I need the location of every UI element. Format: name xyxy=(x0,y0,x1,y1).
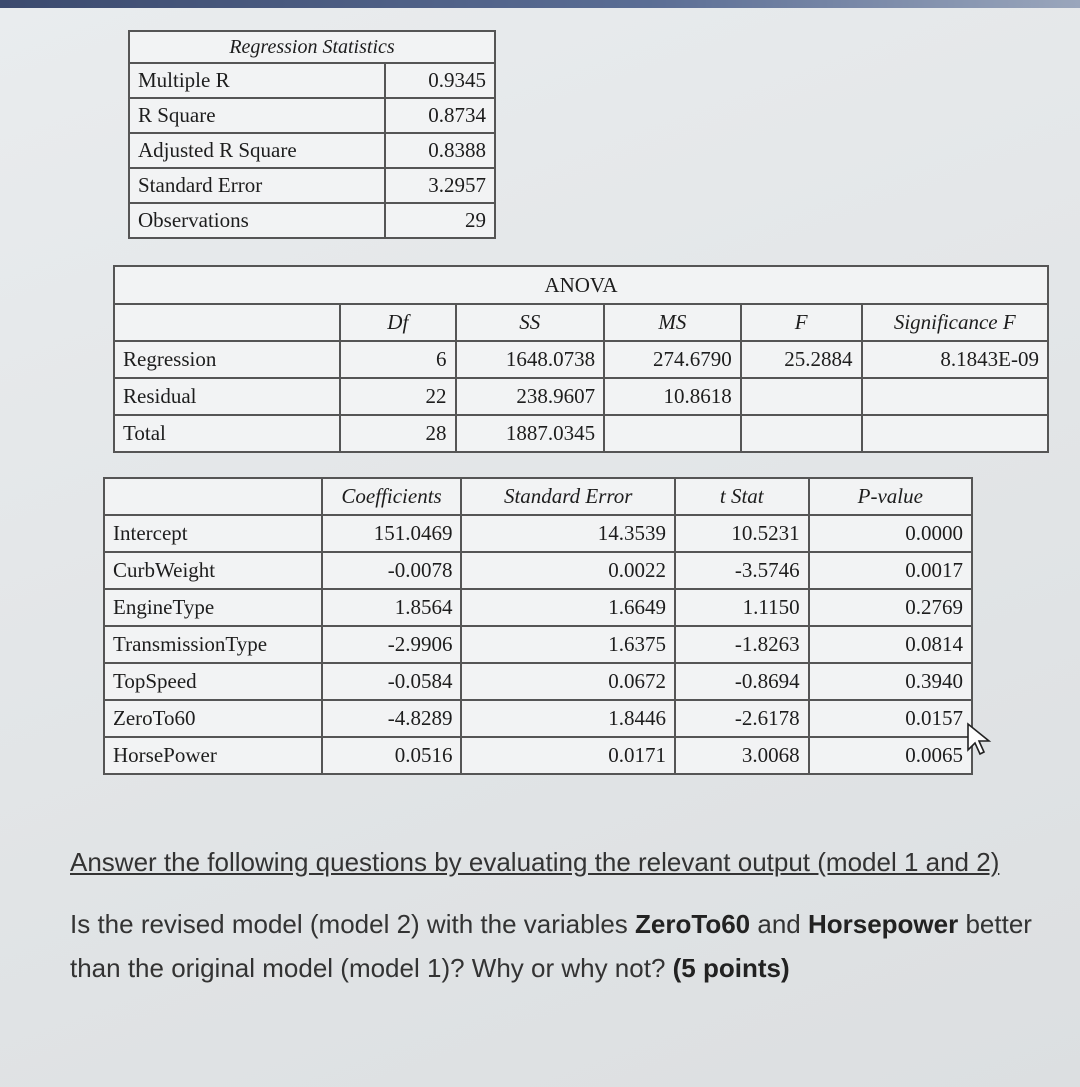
table-row xyxy=(129,133,495,168)
mouse-pointer-icon xyxy=(966,722,994,756)
standard-error-value: 1.8446 xyxy=(461,700,674,737)
question-points: (5 points) xyxy=(672,953,790,983)
stat-label: Standard Error xyxy=(129,168,385,203)
browser-top-bar xyxy=(0,0,1080,8)
question-section xyxy=(70,840,1070,990)
coefficients-table xyxy=(103,477,973,775)
table-row xyxy=(129,63,495,98)
table-row xyxy=(104,552,972,589)
f-value: 25.2884 xyxy=(741,341,862,378)
empty-cell xyxy=(114,304,340,341)
df-value: 22 xyxy=(340,378,455,415)
table-row xyxy=(104,515,972,552)
regression-statistics-table xyxy=(128,30,496,239)
ss-value: 1648.0738 xyxy=(456,341,605,378)
variable-name: Intercept xyxy=(104,515,322,552)
t-stat-value: 1.1150 xyxy=(675,589,809,626)
empty-cell xyxy=(741,378,862,415)
df-value: 28 xyxy=(340,415,455,452)
p-value: 0.3940 xyxy=(809,663,972,700)
variable-name: ZeroTo60 xyxy=(104,700,322,737)
table-row xyxy=(104,626,972,663)
t-stat-value: 10.5231 xyxy=(675,515,809,552)
stat-label: R Square xyxy=(129,98,385,133)
t-stat-value: -1.8263 xyxy=(675,626,809,663)
variable-name: TransmissionType xyxy=(104,626,322,663)
stat-label: Multiple R xyxy=(129,63,385,98)
header-ss: SS xyxy=(456,304,605,341)
header-p-value: P-value xyxy=(809,478,972,515)
empty-cell xyxy=(741,415,862,452)
stat-label: Observations xyxy=(129,203,385,238)
variable-horsepower: Horsepower xyxy=(807,909,959,939)
coefficient-value: 0.0516 xyxy=(322,737,462,774)
table-row xyxy=(104,589,972,626)
variable-zeroto60: ZeroTo60 xyxy=(635,909,751,939)
coefficient-value: -0.0584 xyxy=(322,663,462,700)
p-value: 0.0065 xyxy=(809,737,972,774)
p-value: 0.0157 xyxy=(809,700,972,737)
anova-table xyxy=(113,265,1049,453)
t-stat-value: 3.0068 xyxy=(675,737,809,774)
table-row xyxy=(104,700,972,737)
variable-name: CurbWeight xyxy=(104,552,322,589)
anova-title: ANOVA xyxy=(114,266,1048,304)
table-row xyxy=(129,203,495,238)
df-value: 6 xyxy=(340,341,455,378)
coefficient-value: -2.9906 xyxy=(322,626,462,663)
significance-f-value: 8.1843E-09 xyxy=(862,341,1048,378)
ss-value: 1887.0345 xyxy=(456,415,605,452)
coefficient-value: 151.0469 xyxy=(322,515,462,552)
stat-value: 3.2957 xyxy=(385,168,495,203)
header-ms: MS xyxy=(604,304,741,341)
coefficient-value: 1.8564 xyxy=(322,589,462,626)
table-row xyxy=(114,415,1048,452)
header-significance-f: Significance F xyxy=(862,304,1048,341)
t-stat-value: -2.6178 xyxy=(675,700,809,737)
row-label: Total xyxy=(114,415,340,452)
table-row xyxy=(129,168,495,203)
ss-value: 238.9607 xyxy=(456,378,605,415)
coefficient-value: -4.8289 xyxy=(322,700,462,737)
question-text: better than the original model (model 1)? Why or why not? xyxy=(70,909,1032,983)
empty-cell xyxy=(862,378,1048,415)
p-value: 0.2769 xyxy=(809,589,972,626)
t-stat-value: -0.8694 xyxy=(675,663,809,700)
row-label: Residual xyxy=(114,378,340,415)
table-row xyxy=(129,98,495,133)
stat-value: 0.8734 xyxy=(385,98,495,133)
ms-value: 274.6790 xyxy=(604,341,741,378)
question-body xyxy=(70,902,1070,990)
p-value: 0.0017 xyxy=(809,552,972,589)
table-row xyxy=(114,341,1048,378)
variable-name: HorsePower xyxy=(104,737,322,774)
standard-error-value: 1.6649 xyxy=(461,589,674,626)
stat-value: 0.9345 xyxy=(385,63,495,98)
table-row xyxy=(104,663,972,700)
stat-value: 29 xyxy=(385,203,495,238)
variable-name: EngineType xyxy=(104,589,322,626)
table-header-row xyxy=(114,304,1048,341)
p-value: 0.0814 xyxy=(809,626,972,663)
header-t-stat: t Stat xyxy=(675,478,809,515)
empty-cell xyxy=(862,415,1048,452)
stat-value: 0.8388 xyxy=(385,133,495,168)
regression-statistics-title: Regression Statistics xyxy=(129,31,495,63)
standard-error-value: 0.0171 xyxy=(461,737,674,774)
standard-error-value: 0.0022 xyxy=(461,552,674,589)
ms-value: 10.8618 xyxy=(604,378,741,415)
table-row xyxy=(104,737,972,774)
standard-error-value: 1.6375 xyxy=(461,626,674,663)
question-text: Is the revised model (model 2) with the variables xyxy=(70,909,636,939)
t-stat-value: -3.5746 xyxy=(675,552,809,589)
header-df: Df xyxy=(340,304,455,341)
standard-error-value: 14.3539 xyxy=(461,515,674,552)
standard-error-value: 0.0672 xyxy=(461,663,674,700)
empty-cell xyxy=(604,415,741,452)
question-text: and xyxy=(750,909,808,939)
row-label: Regression xyxy=(114,341,340,378)
table-row xyxy=(114,378,1048,415)
header-f: F xyxy=(741,304,862,341)
header-standard-error: Standard Error xyxy=(461,478,674,515)
question-heading: Answer the following questions by evaluating the relevant output (model 1 and 2) xyxy=(70,847,1000,877)
table-header-row xyxy=(104,478,972,515)
empty-cell xyxy=(104,478,322,515)
p-value: 0.0000 xyxy=(809,515,972,552)
coefficient-value: -0.0078 xyxy=(322,552,462,589)
stat-label: Adjusted R Square xyxy=(129,133,385,168)
variable-name: TopSpeed xyxy=(104,663,322,700)
header-coefficients: Coefficients xyxy=(322,478,462,515)
